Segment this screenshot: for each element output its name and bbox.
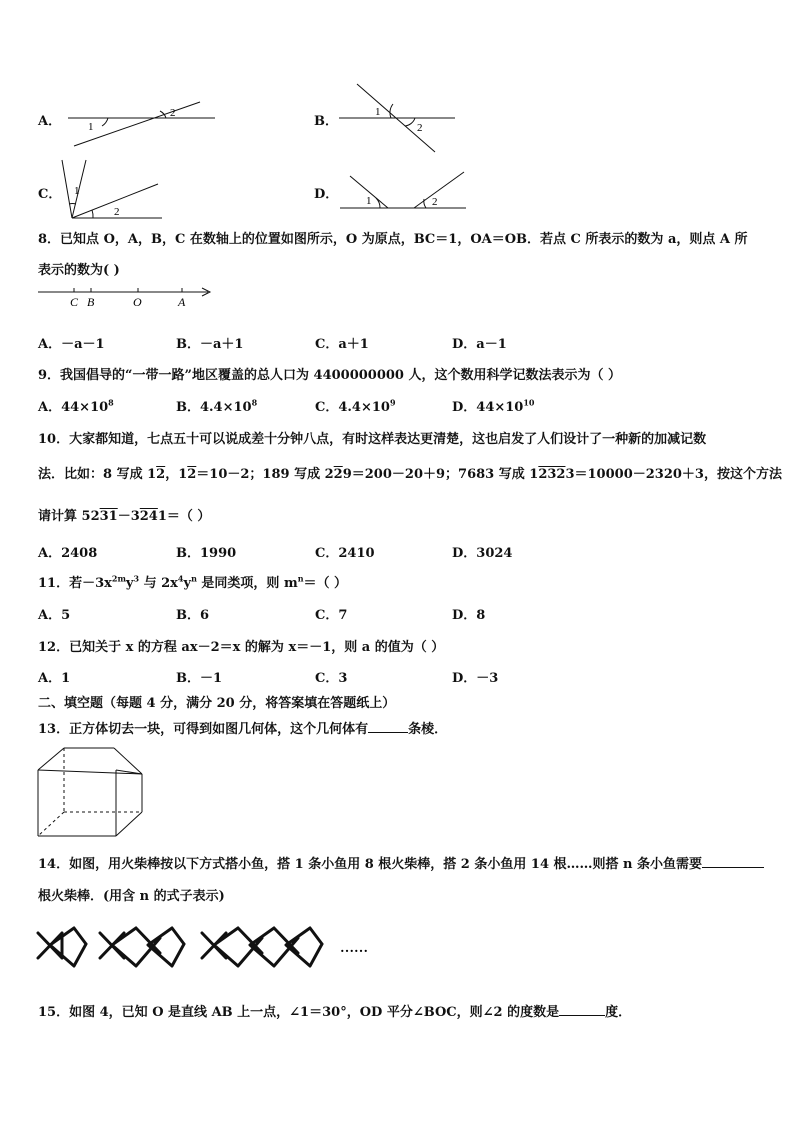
- q9-option-d[interactable]: D．$44\times 10^{10}$: [452, 397, 535, 415]
- q12-text: 12．已知关于 x 的方程 ax－2＝x 的解为 x＝－1，则 a 的值为（ ）: [38, 640, 445, 655]
- figure-option-b: [335, 82, 465, 154]
- q14-line1: 14．如图，用火柴棒按以下方式搭小鱼，搭 1 条小鱼用 8 根火柴棒，搭 2 条小鱼用 14 根……则搭 n 条小鱼需要: [38, 853, 764, 872]
- q8-option-b[interactable]: B．－a＋1: [176, 337, 244, 352]
- angle1-label: 1: [366, 195, 372, 207]
- q13-text: 13．正方体切去一块，可得到如图几何体，这个几何体有 条棱．: [38, 722, 448, 737]
- angle1-label: 1: [375, 106, 381, 118]
- q11-option-b[interactable]: B．6: [176, 608, 210, 623]
- q8-option-d[interactable]: D．a－1: [452, 337, 507, 352]
- angle2-label: 2: [114, 206, 120, 218]
- q9-option-a[interactable]: A．$44\times 10^8$: [38, 397, 114, 415]
- angle2-label: 2: [417, 122, 423, 134]
- continuation-dots: ……: [340, 941, 368, 956]
- option-c-label: C．: [38, 187, 62, 202]
- q8-option-a[interactable]: A．－a－1: [38, 337, 105, 352]
- point-c-label: C: [70, 295, 79, 309]
- q8-option-c[interactable]: C．a＋1: [315, 337, 369, 352]
- point-o-label: O: [133, 295, 142, 309]
- q12-option-c[interactable]: C．3: [315, 671, 348, 686]
- figure-option-d: [336, 168, 472, 214]
- option-a-label: A．: [38, 114, 62, 129]
- q14-line2: 根火柴棒．(用含 n 的式子表示): [38, 889, 225, 904]
- q8-line1: 8．已知点 O，A，B，C 在数轴上的位置如图所示，O 为原点，BC＝1，OA＝OB．若点 C 所表示的数为 a，则点 A 所: [38, 232, 748, 247]
- q11-option-c[interactable]: C．7: [315, 608, 348, 623]
- q10-option-d[interactable]: D．3024: [452, 546, 513, 561]
- cube-figure: [36, 746, 148, 840]
- figure-option-a: [60, 100, 220, 150]
- angle2-label: 2: [432, 196, 438, 208]
- number-line: [36, 284, 216, 314]
- fish-matchstick-figure: [36, 918, 386, 978]
- q15-text: 15．如图 4，已知 O 是直线 AB 上一点，∠1＝30°，OD 平分∠BOC，则∠2 的度数是 度．: [38, 1005, 632, 1020]
- angle2-label: 2: [170, 107, 176, 119]
- q10-option-c[interactable]: C．2410: [315, 546, 375, 561]
- q10-line3: 请计算 5231－3241＝（ ）: [38, 509, 211, 524]
- point-b-label: B: [87, 295, 95, 309]
- option-b-label: B．: [314, 114, 338, 129]
- q10-option-b[interactable]: B．1990: [176, 546, 237, 561]
- q12-option-d[interactable]: D．－3: [452, 671, 499, 686]
- q9-option-c[interactable]: C．$4.4\times 10^9$: [315, 397, 396, 415]
- section-title: 二、填空题（每题 4 分，满分 20 分，将答案填在答题纸上）: [38, 696, 396, 711]
- q10-option-a[interactable]: A．2408: [38, 546, 98, 561]
- q10-line1: 10．大家都知道，七点五十可以说成差十分钟八点，有时这样表达更清楚，这也启发了人们设计了一种新的加减记数: [38, 432, 707, 447]
- angle1-label: 1: [74, 185, 80, 197]
- q9-option-b[interactable]: B．$4.4\times 10^8$: [176, 397, 258, 415]
- q8-line2: 表示的数为( ): [38, 263, 120, 278]
- q11-option-d[interactable]: D．8: [452, 608, 486, 623]
- point-a-label: A: [178, 295, 186, 309]
- q11-option-a[interactable]: A．5: [38, 608, 71, 623]
- option-d-label: D．: [314, 187, 339, 202]
- q12-option-b[interactable]: B．－1: [176, 671, 223, 686]
- q10-line2: 法．比如：8 写成 12，12＝10－2；189 写成 229＝200－20＋9；7683 写成 12323＝10000－2320＋3，按这个方法: [38, 467, 782, 482]
- q11-text: 11．若$-3x^{2m}y^3$ 与 $2x^4y^n$ 是同类项，则 $m^n=$（ ）: [38, 573, 348, 591]
- figure-option-c: [58, 158, 168, 224]
- q12-option-a[interactable]: A．1: [38, 671, 71, 686]
- angle1-label: 1: [88, 121, 94, 133]
- q9-text: 9．我国倡导的“一带一路”地区覆盖的总人口为 4400000000 人，这个数用科学记数法表示为（ ）: [38, 368, 622, 383]
